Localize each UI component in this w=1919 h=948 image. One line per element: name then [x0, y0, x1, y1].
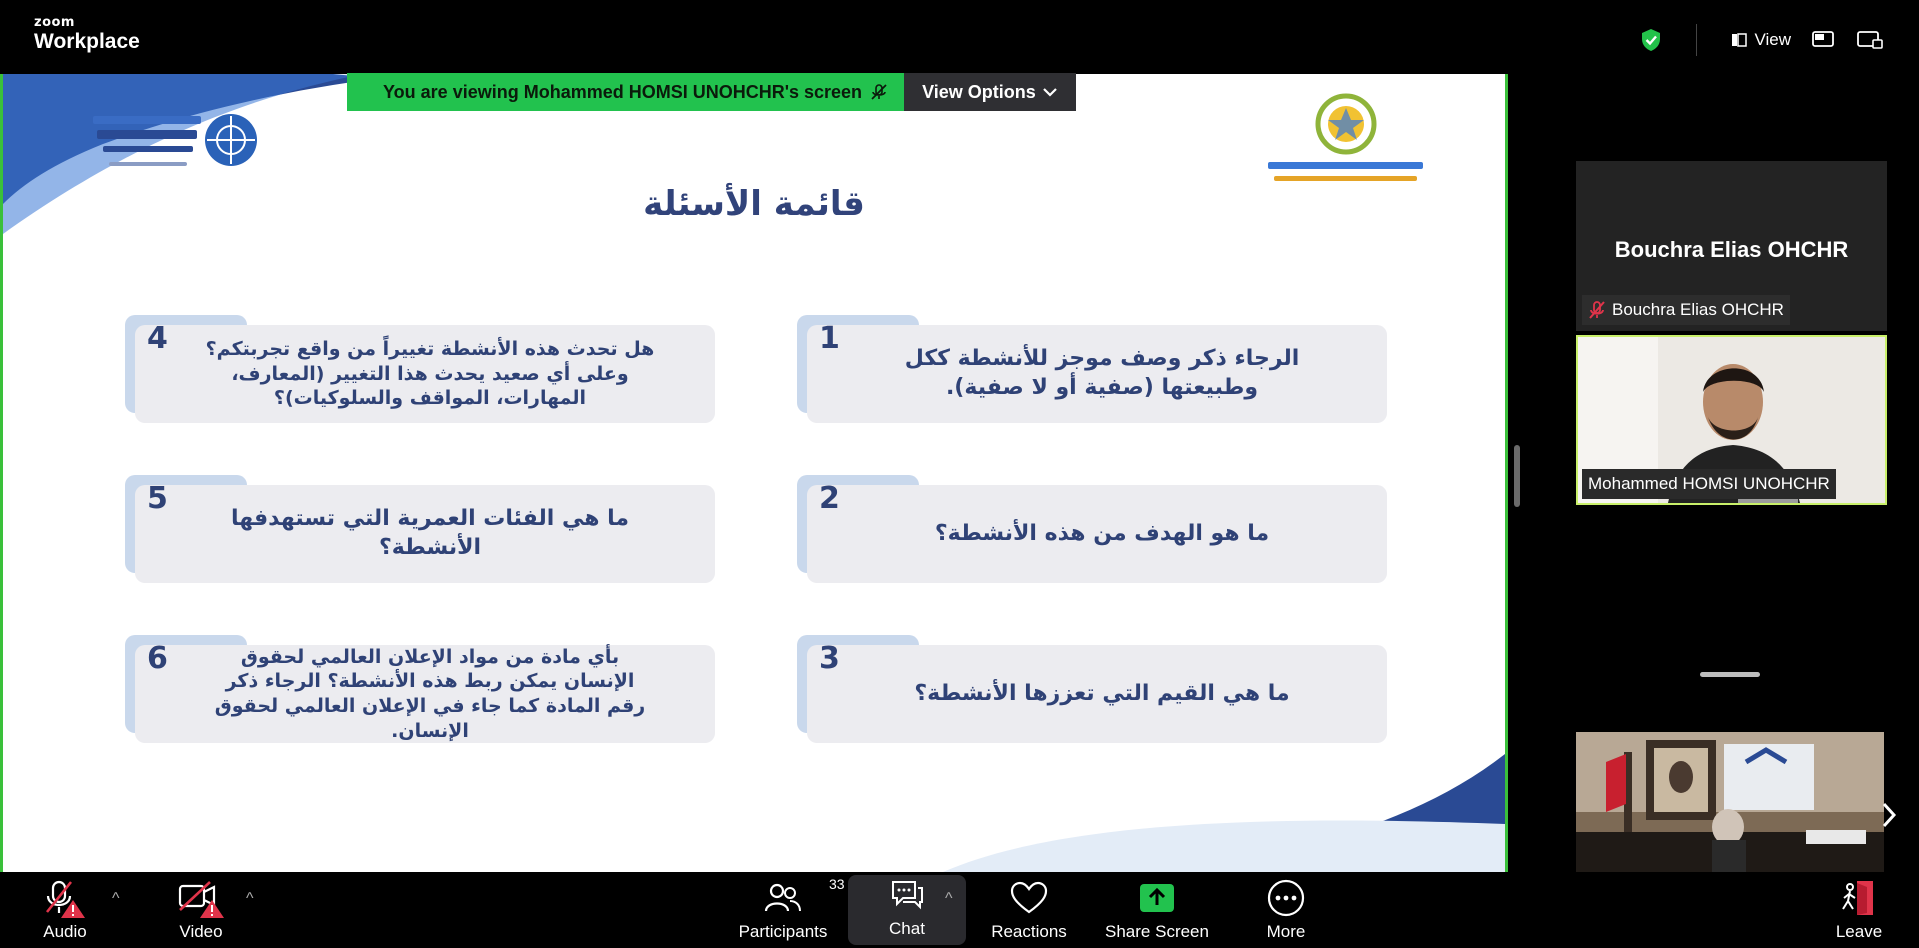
card-box: [135, 325, 715, 423]
question-number: 4: [147, 321, 168, 356]
zoom-logo: [34, 16, 140, 52]
muted-microphone-icon: [43, 878, 87, 918]
question-number: 2: [819, 481, 840, 516]
view-button[interactable]: [1731, 30, 1791, 50]
stopped-video-icon: [176, 878, 226, 918]
leave-button[interactable]: [1834, 872, 1884, 948]
chat-icon: [889, 878, 925, 912]
shared-screen[interactable]: [0, 74, 1508, 872]
reactions-button[interactable]: [988, 872, 1070, 948]
question-card-4: [135, 321, 715, 423]
question-text: الرجاء ذكر وصف موجز للأنشطة ككل وطبيعتها (صفية أو لا صفية).: [904, 346, 1300, 400]
question-text: ما هو الهدف من هذه الأنشطة؟: [934, 520, 1270, 546]
audio-options-caret[interactable]: ^: [112, 890, 120, 907]
audio-button[interactable]: [34, 872, 96, 948]
heart-icon: [1009, 881, 1049, 915]
video-label: Video: [179, 922, 223, 941]
card-box: [135, 485, 715, 583]
participants-label: Participants: [738, 922, 828, 941]
chevron-down-icon: [1042, 87, 1058, 97]
participant-tile-bouchra[interactable]: [1576, 161, 1887, 331]
chevron-right-icon[interactable]: [1878, 800, 1900, 830]
viewing-text: You are viewing Mohammed HOMSI UNOHCHR's screen: [383, 81, 863, 102]
chat-options-caret[interactable]: ^: [945, 890, 953, 907]
minimize-window-icon[interactable]: [1857, 30, 1883, 50]
video-button[interactable]: [168, 872, 234, 948]
card-box: [807, 325, 1387, 423]
participants-icon: [763, 881, 803, 915]
share-screen-label: Share Screen: [1105, 922, 1209, 941]
leave-label: Leave: [1835, 922, 1883, 941]
muted-mic-icon: [870, 83, 888, 101]
reactions-label: Reactions: [991, 922, 1067, 941]
slide-title: قائمة الأسئلة: [643, 184, 865, 224]
more-icon: [1266, 878, 1306, 918]
audio-label: Audio: [43, 922, 87, 941]
view-grid-icon: [1731, 32, 1747, 48]
view-options-button[interactable]: [904, 73, 1076, 111]
share-screen-icon: [1137, 881, 1177, 915]
participant-name-label: [1582, 295, 1790, 325]
card-box: [807, 645, 1387, 743]
question-text: هل تحدث هذه الأنشطة تغييراً من واقع تجربتكم؟ وعلى أي صعيد يحدث هذا التغيير (المعارف، المهارات، المواقف والسلوكيات)؟: [205, 337, 655, 410]
brand-small: zoom: [34, 15, 75, 30]
question-number: 6: [147, 641, 168, 676]
more-button[interactable]: [1261, 872, 1311, 948]
question-number: 1: [819, 321, 840, 356]
participant-name-large: Bouchra Elias OHCHR: [1614, 237, 1849, 262]
question-number: 3: [819, 641, 840, 676]
panel-resize-handle[interactable]: [1514, 445, 1520, 507]
ohchr-logo: [83, 96, 263, 196]
brand-large: Workplace: [34, 30, 140, 53]
arab-network-logo: [1258, 92, 1433, 197]
participant-tile-room[interactable]: [1576, 732, 1884, 872]
top-bar: [0, 0, 1919, 75]
more-label: More: [1266, 922, 1306, 941]
card-box: [807, 485, 1387, 583]
encryption-shield-icon[interactable]: [1640, 28, 1662, 52]
share-screen-button[interactable]: [1102, 872, 1212, 948]
question-text: ما هي القيم التي تعززها الأنشطة؟: [914, 680, 1290, 706]
picture-in-picture-icon[interactable]: [1811, 30, 1837, 50]
top-right-controls: [1640, 24, 1883, 56]
question-number: 5: [147, 481, 168, 516]
question-text: بأي مادة من مواد الإعلان العالمي لحقوق الإنسان يمكن ربط هذه الأنشطة؟ الرجاء ذكر رقم المادة كما جاء في الإعلان العالمي لحقوق الإنسان.: [214, 645, 646, 742]
question-card-6: [135, 641, 715, 743]
question-card-3: [807, 641, 1387, 743]
viewing-banner: [347, 73, 1076, 111]
chat-label: Chat: [889, 919, 925, 938]
chat-button[interactable]: [848, 875, 966, 945]
participant-name: Bouchra Elias OHCHR: [1612, 300, 1784, 319]
card-box: [135, 645, 715, 743]
question-card-5: [135, 481, 715, 583]
leave-door-icon: [1839, 879, 1879, 917]
view-options-label: View Options: [922, 81, 1036, 102]
viewing-status: [347, 73, 904, 111]
divider: [1696, 24, 1697, 56]
participant-name: Mohammed HOMSI UNOHCHR: [1582, 469, 1836, 499]
participants-count: 33: [829, 876, 845, 892]
question-text: ما هي الفئات العمرية التي تستهدفها الأنشطة؟: [230, 506, 630, 560]
view-label: View: [1754, 30, 1791, 49]
participants-button[interactable]: [735, 872, 845, 948]
muted-mic-icon: [1588, 300, 1606, 320]
question-card-2: [807, 481, 1387, 583]
panel-drag-handle[interactable]: [1700, 672, 1760, 677]
participant-video: [1576, 732, 1884, 872]
meeting-toolbar: [0, 872, 1919, 948]
video-options-caret[interactable]: ^: [246, 890, 254, 907]
participant-tile-mohammed[interactable]: [1576, 335, 1887, 505]
question-card-1: [807, 321, 1387, 423]
